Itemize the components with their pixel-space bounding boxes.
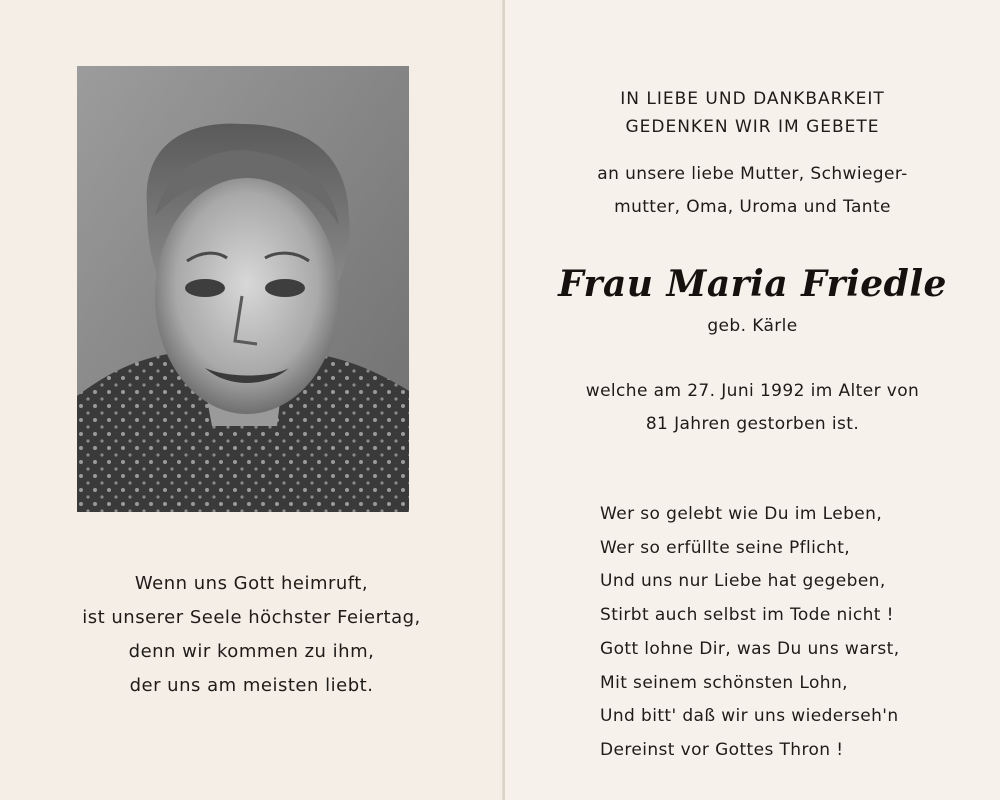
death-notice-line: 81 Jahren gestorben ist.: [645, 414, 860, 434]
right-poem-line: Und bitt' daß wir uns wiederseh'n: [600, 706, 899, 727]
right-poem: [600, 498, 990, 768]
left-poem-line: denn wir kommen zu ihm,: [128, 641, 375, 662]
right-poem-line: Gott lohne Dir, was Du uns warst,: [600, 638, 900, 659]
intro-line: an unsere liebe Mutter, Schwieger-: [597, 164, 908, 184]
death-notice-line: welche am 27. Juni 1992 im Alter von: [585, 381, 920, 401]
heading-line: GEDENKEN WIR IM GEBETE: [625, 117, 880, 137]
portrait-photo: [77, 66, 409, 512]
right-poem-line: Stirbt auch selbst im Tode nicht !: [600, 605, 894, 626]
death-notice: [505, 375, 1000, 441]
right-poem-line: Mit seinem schönsten Lohn,: [600, 672, 848, 693]
heading-line: IN LIEBE UND DANKBARKEIT: [620, 89, 885, 109]
left-poem-line: der uns am meisten liebt.: [129, 675, 374, 696]
right-poem-line: Wer so erfüllte seine Pflicht,: [600, 537, 851, 558]
right-poem-line: Dereinst vor Gottes Thron !: [600, 739, 844, 760]
portrait-image: [77, 66, 409, 512]
intro-line: mutter, Oma, Uroma und Tante: [614, 197, 891, 217]
birth-name: geb. Kärle: [707, 316, 798, 336]
left-poem-line: Wenn uns Gott heimruft,: [134, 573, 369, 594]
intro-text: [505, 158, 1000, 224]
right-poem-line: Und uns nur Liebe hat gegeben,: [600, 571, 886, 592]
right-poem-line: Wer so gelebt wie Du im Leben,: [600, 504, 883, 524]
deceased-name: Frau Maria Friedle: [558, 263, 947, 305]
remembrance-heading: [505, 85, 1000, 141]
left-poem-line: ist unserer Seele höchster Feiertag,: [82, 607, 421, 628]
left-poem: [0, 567, 503, 703]
